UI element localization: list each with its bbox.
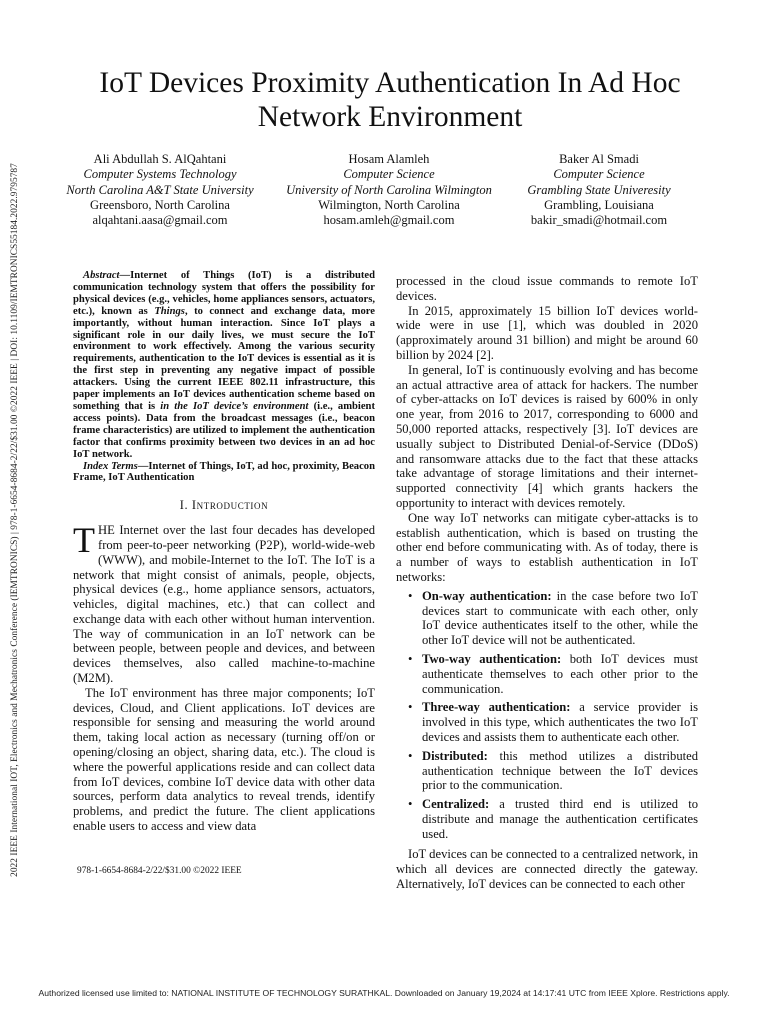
- bullet-icon: •: [408, 588, 413, 603]
- authentication-list: [396, 589, 698, 842]
- section-number: I.: [179, 498, 189, 513]
- section-heading-introduction: [73, 498, 375, 513]
- abstract-text: —Internet of Things (IoT) is a distributed communication technology system that offers the possibility for physical devices (e.g., vehicles, home appliances sensors, actuators, etc.), known as: [73, 270, 375, 317]
- list-item: [396, 589, 698, 648]
- abstract-things: Things: [154, 305, 185, 317]
- author-university: North Carolina A&T State University: [66, 182, 254, 197]
- list-text: a service provider is involved in this type, which authenticates the two IoT devices and assists them to authenticate each other.: [422, 700, 698, 744]
- license-footer: Authorized licensed use limited to: NATIONAL INSTITUTE OF TECHNOLOGY SURATHKAL. Downloaded on January 19,2024 at 14:17:41 UTC from IEEE Xplore. Restrictions apply.: [38, 988, 730, 998]
- author-1: [40, 152, 280, 228]
- right-paragraph-3: One way IoT networks can mitigate cyber-attacks is to establish authentication, which is based on trusting the other end before communicating with. As of today, there is a number of ways to establish authentication in IoT networks:: [396, 510, 698, 584]
- author-3: [479, 152, 719, 228]
- list-term: Distributed:: [422, 748, 488, 763]
- author-location: Grambling, Louisiana: [544, 197, 654, 212]
- abstract-lead: Abstract: [83, 270, 120, 281]
- author-affiliation: Computer Science: [553, 167, 645, 182]
- author-affiliation: Computer Science: [343, 167, 435, 182]
- right-paragraph-4: IoT devices can be connected to a centralized network, in which all devices are connected directly the gateway. Alternatively, IoT devices can be connected to each other: [396, 847, 698, 892]
- bullet-icon: •: [408, 748, 413, 763]
- list-text: a trusted third end is utilized to distribute and manage the authentication certificates used.: [422, 797, 698, 841]
- list-term: Two-way authentication:: [422, 651, 562, 666]
- list-term: Three-way authentication:: [422, 700, 571, 715]
- list-text: in the case before two IoT devices start to communicate with each other, only IoT device authenticates itself to the other, while the other IoT device will not be authenticated.: [422, 588, 698, 648]
- list-text: this method utilizes a distributed authentication technique between the IoT devices prior to the communication.: [422, 748, 698, 793]
- side-doi-note: [2, 140, 28, 900]
- author-location: Greensboro, North Carolina: [90, 197, 230, 212]
- list-item: [396, 700, 698, 744]
- abstract-text: , to connect and exchange data, more importantly, without human interaction. Since IoT plays a significant role in our daily lives, we must secure the IoT environment to work effectively. Among the various security requirements, authentication to the IoT devices is essential as it is the first step in preventing any negative impact of possible attackers. Using the current IEEE 802.11 infrastructure, this paper implements an IoT devices authentication scheme based on something that is: [73, 305, 375, 412]
- right-paragraph-2: In general, IoT is continuously evolving and has become an actual attractive area of attack for hackers. The number of cyber-attacks on IoT devices is raised by 600% in only one year, from 2016 to 2017, corresponding to 6000 and 50,000 reported attacks, respectively [3]. IoT devices are usually subject to Distributed Denial-of-Service (DDoS) and ransomware attacks due to the fact that these attacks take advantage of storage limitations and their internet-supported connectivity [4] which grants hackers the opportunity to interact with devices remotely.: [396, 362, 698, 510]
- list-term: Centralized:: [422, 797, 490, 812]
- list-item: [396, 797, 698, 841]
- author-university: Grambling State Univeresity: [527, 182, 671, 197]
- author-2: [269, 152, 509, 228]
- author-name: Ali Abdullah S. AlQahtani: [93, 152, 227, 166]
- author-location: Wilmington, North Carolina: [318, 197, 460, 212]
- abstract-text: (i.e., ambient access points). Data from the broadcast messages (i.e., beacon frame characteristics) are utilized to implement the authentication factor that confirms proximity between two devices in an ad hoc IoT network.: [73, 400, 375, 460]
- right-paragraph-1: In 2015, approximately 15 billion IoT devices world-wide were in use [1], which was doubled in 2020 (approximately around 31 billion) and might be around 60 billion by 2024 [2].: [396, 303, 698, 362]
- dropcap: T: [73, 520, 95, 561]
- intro-text: Internet over the last four decades has developed from peer-to-peer networking (P2P), world-wide-web (WWW), and mobile-Internet to the IoT. The IoT is a network that might consist of animals, people, objects, physical devices (e.g., home appliance sensors, actuators, vehicles, digital machines, etc.) that can collect and exchange data with each other without human intervention. The way of communication in an IoT network can be between people, between people and devices, and between devices themselves, also called machine-to-machine (M2M).: [73, 523, 375, 686]
- right-paragraph-0: processed in the cloud issue commands to remote IoT devices.: [396, 274, 698, 303]
- bullet-icon: •: [408, 651, 413, 666]
- author-email: alqahtani.aasa@gmail.com: [92, 213, 228, 228]
- index-terms: [73, 461, 375, 485]
- intro-paragraph-2: The IoT environment has three major components; IoT devices, Cloud, and Client applications. IoT devices are responsible for sensing and measuring the world around them, taking local action as necessary (turning off/on or opening/closing an object, sharing data, etc.). The cloud is where the powerful applications reside and can collect data from IoT devices, combine IoT device data with other data sources, perform data analytics to reveal trends, identify problems, and predict the future. The client applications enable users to access and view data: [73, 685, 375, 834]
- right-column: [396, 274, 698, 892]
- left-column: [73, 270, 375, 834]
- list-item: [396, 652, 698, 696]
- side-doi-text: 2022 IEEE International IOT, Electronics and Mechatronics Conference (IEMTRONICS) | 978-1-6654-8684-2/22/$31.00 ©2022 IEEE | DOI: 10.1109/IEMTRONICS55184.2022.9795787: [10, 163, 20, 877]
- index-terms-lead: Index Terms: [83, 460, 138, 472]
- list-item: [396, 749, 698, 793]
- section-name: Introduction: [191, 498, 269, 513]
- list-text: both IoT devices must authenticate themselves to each other prior to the communication.: [422, 651, 698, 696]
- index-terms-text: —Internet of Things, IoT, ad hoc, proximity, Beacon Frame, IoT Authentication: [73, 460, 375, 484]
- bullet-icon: •: [408, 700, 413, 715]
- author-affiliation: Computer Systems Technology: [83, 167, 237, 182]
- copyright-notice: 978-1-6654-8684-2/22/$31.00 ©2022 IEEE: [77, 866, 242, 876]
- abstract: [73, 270, 375, 461]
- dropcap-rest: HE: [98, 523, 115, 538]
- author-email: hosam.amleh@gmail.com: [323, 213, 455, 228]
- author-university: University of North Carolina Wilmington: [286, 182, 492, 197]
- author-name: Hosam Alamleh: [348, 152, 430, 166]
- paper-title: IoT Devices Proximity Authentication In Ad Hoc Network Environment: [99, 67, 681, 133]
- abstract-env: in the IoT device’s environment: [160, 400, 309, 412]
- bullet-icon: •: [408, 797, 413, 812]
- intro-paragraph-1: [73, 520, 375, 686]
- author-name: Baker Al Smadi: [559, 152, 639, 166]
- author-email: bakir_smadi@hotmail.com: [530, 213, 668, 228]
- list-term: On-way authentication:: [422, 588, 552, 603]
